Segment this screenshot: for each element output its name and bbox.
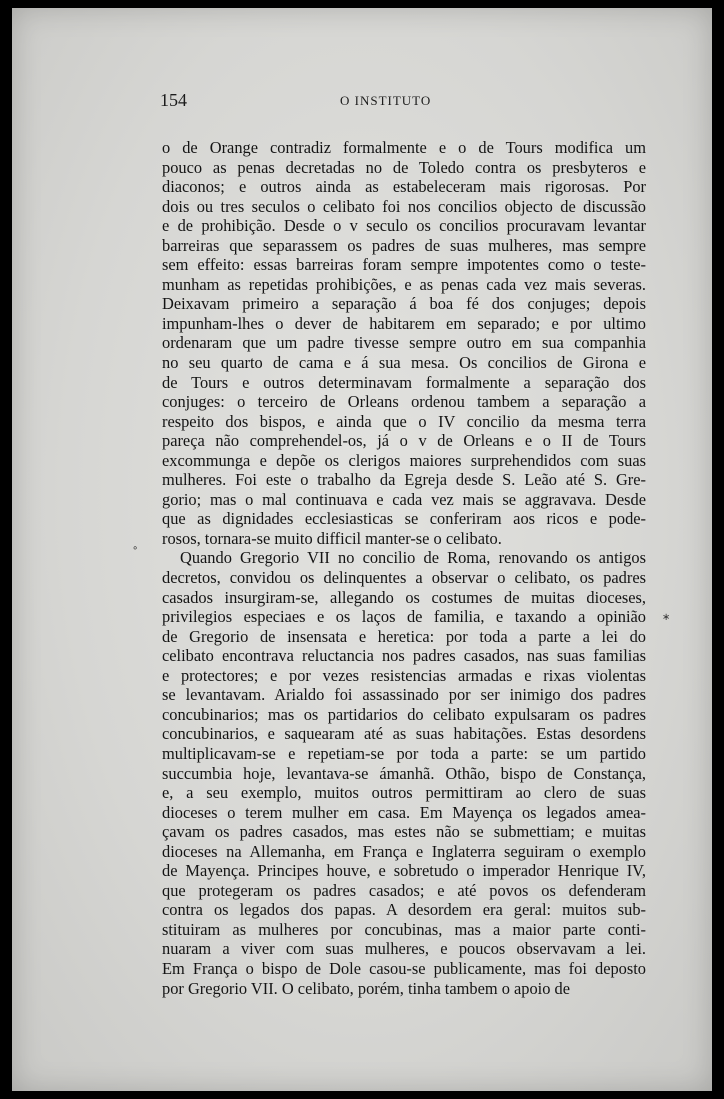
text-line: gorio; mas o mal continuava e cada vez mais se aggravava. Desde	[162, 489, 646, 509]
running-title: O INSTITUTO	[340, 93, 432, 108]
text-line: munham as repetidas prohibições, e as penas cada vez mais severas.	[162, 274, 646, 294]
text-line: de Mayença. Principes houve, e sobretudo o imperador Henrique IV,	[162, 861, 646, 881]
text-line: multiplicavam-se e repetiam-se por toda a parte: se um partido	[162, 743, 646, 763]
text-line: por Gregorio VII. O celibato, porém, tinha tambem o apoio de	[162, 978, 570, 998]
text-line: de Gregorio de insensata e heretica: por toda a parte a lei do	[162, 626, 646, 646]
text-line: dioceses na Allemanha, em França e Inglaterra seguiram o exemplo	[162, 841, 646, 861]
text-line: casados insurgiram-se, allegando os costumes de muitas dioceses,	[162, 587, 646, 607]
text-line: privilegios especiaes e os laços de familia, e taxando a opinião	[162, 607, 646, 627]
text-line: ordenaram que um padre tivesse sempre outro em sua companhia	[162, 333, 646, 353]
text-line: concubinarios, e saquearam até as suas habitações. Estas desordens	[162, 724, 646, 744]
text-line: çavam os padres casados, mas estes não se submettiam; e muitas	[162, 822, 646, 842]
text-line: no seu quarto de cama e á sua mesa. Os concilios de Girona e	[162, 353, 646, 373]
text-line: contra os legados dos papas. A desordem era geral: muitos sub-	[162, 900, 646, 920]
text-line: o de Orange contradiz formalmente e o de Tours modifica um	[162, 138, 646, 157]
text-line: pareça não comprehendel-os, já o v de Orleans e o II de Tours	[162, 431, 646, 451]
text-line: mulheres. Foi este o trabalho da Egreja desde S. Leão até S. Gre-	[162, 470, 646, 490]
text-line: rosos, tornara-se muito difficil manter-se o celibato.	[162, 528, 502, 548]
text-line: celibato encontrava reluctancia nos padres casados, nas suas familias	[162, 646, 646, 666]
text-line: conjuges: o terceiro de Orleans ordenou tambem a separação a	[162, 392, 646, 412]
text-line: excommunga e depõe os clerigos maiores surprehendidos com suas	[162, 450, 646, 470]
text-line: dioceses o terem mulher em casa. Em Mayença os legados amea-	[162, 802, 646, 822]
text-line: sem effeito: essas barreiras foram sempre impotentes como o teste-	[162, 255, 646, 275]
text-line: se levantavam. Arialdo foi assassinado por ser inimigo dos padres	[162, 685, 646, 705]
text-line: nuaram a viver com suas mulheres, e poucos observavam a lei.	[162, 939, 646, 959]
text-line: Em França o bispo de Dole casou-se publicamente, mas foi deposto	[162, 958, 646, 978]
text-line: concubinarios; mas os partidarios do celibato expulsaram os padres	[162, 704, 646, 724]
text-line: e de prohibição. Desde o v seculo os concilios procuravam levantar	[162, 216, 646, 236]
text-line: que as dignidades ecclesiasticas se conferiram aos ricos e pode-	[162, 509, 646, 529]
text-line: pouco as penas decretadas no de Toledo contra os presbyteros e	[162, 157, 646, 177]
page-number: 154	[160, 90, 187, 110]
text-line: stituiram as mulheres por concubinas, mas a maior parte conti-	[162, 919, 646, 939]
paper-speck: ∗	[662, 612, 671, 623]
text-line: e, a seu exemplo, muitos outros permittiram ao clero de suas	[162, 783, 646, 803]
text-line: barreiras que separassem os padres de suas mulheres, mas sempre	[162, 235, 646, 255]
text-line: respeito dos bispos, e ainda que o IV concilio da mesma terra	[162, 411, 646, 431]
text-line: de Tours e outros determinavam formalmente a separação dos	[162, 372, 646, 392]
text-line: succumbia hoje, levantava-se ámanhã. Othão, bispo de Constança,	[162, 763, 646, 783]
page-header	[160, 90, 650, 116]
text-line: que protegeram os padres casados; e até povos os defenderam	[162, 880, 646, 900]
scanned-page	[12, 8, 712, 1091]
text-line: decretos, convidou os delinquentes a observar o celibato, os padres	[162, 568, 646, 588]
text-line: impunham-lhes o dever de habitarem em separado; e por ultimo	[162, 313, 646, 333]
paper-speck: ∘	[132, 543, 139, 554]
text-line: e protectores; e por vezes resistencias armadas e rixas violentas	[162, 665, 646, 685]
body-text	[162, 138, 646, 998]
text-line: diaconos; e outros ainda as estabeleceram mais rigorosas. Por	[162, 177, 646, 197]
text-line: Deixavam primeiro a separação á boa fé dos conjuges; depois	[162, 294, 646, 314]
text-line: Quando Gregorio VII no concilio de Roma, renovando os antigos	[180, 548, 646, 568]
text-line: dois ou tres seculos o celibato foi nos concilios objecto de discussão	[162, 196, 646, 216]
